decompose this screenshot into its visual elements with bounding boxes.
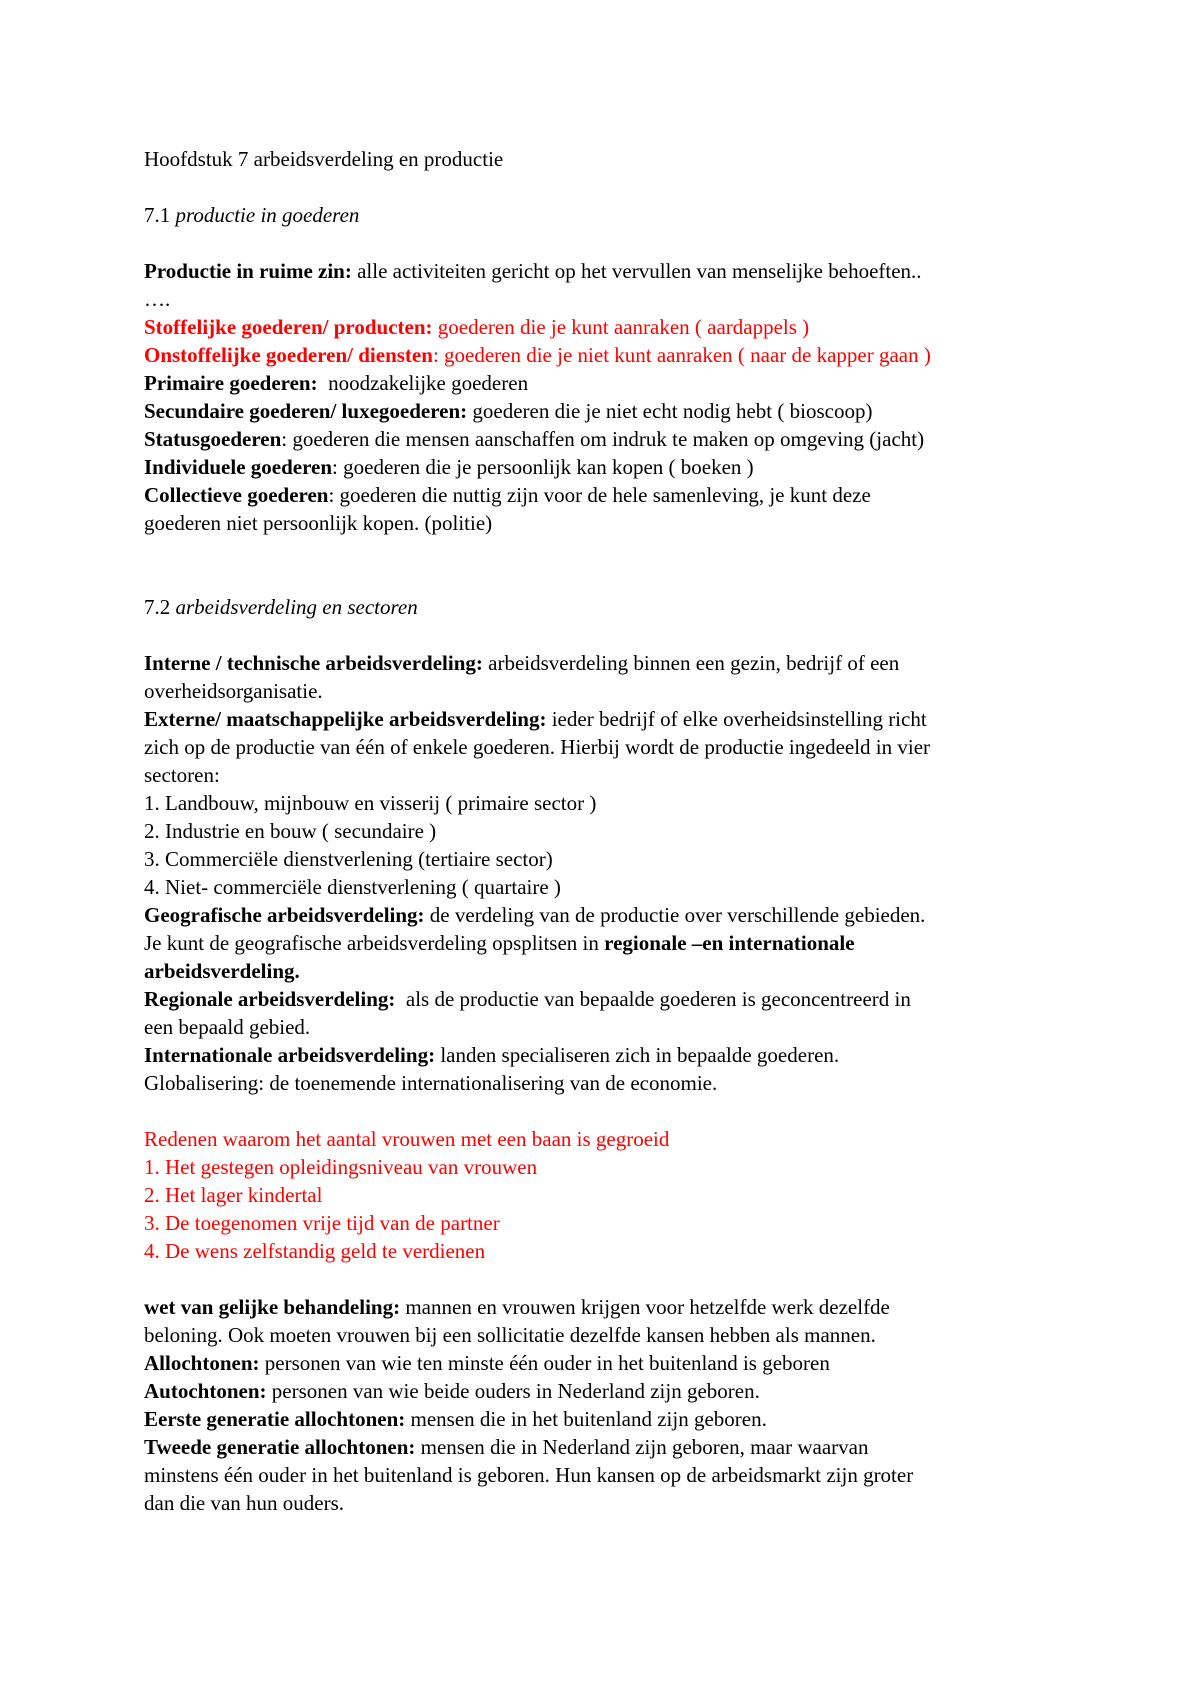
definition-extern: Externe/ maatschappelijke arbeidsverdeling: ieder bedrijf of elke overheidsinstelling richt (144, 707, 927, 731)
definition-collectief: Collectieve goederen: goederen die nuttig zijn voor de hele samenleving, je kunt deze (144, 483, 871, 507)
spacer (144, 229, 1084, 257)
definition-primair: Primaire goederen: noodzakelijke goederen (144, 371, 529, 395)
definition-autochtonen: Autochtonen: personen van wie beide ouders in Nederland zijn geboren. (144, 1379, 760, 1403)
ellipsis-line: …. (144, 287, 171, 311)
definition-extern-cont: zich op de productie van één of enkele goederen. Hierbij wordt de productie ingedeeld in vier (144, 735, 931, 759)
definition-wet: wet van gelijke behandeling: mannen en vrouwen krijgen voor hetzelfde werk dezelfde (144, 1295, 890, 1319)
document-page (144, 145, 1084, 1517)
definition-geo-cont: arbeidsverdeling. (144, 959, 300, 983)
reden-item: 3. De toegenomen vrije tijd van de partner (144, 1211, 500, 1235)
definition-wet-cont: beloning. Ook moeten vrouwen bij een sollicitatie dezelfde kansen hebben als mannen. (144, 1323, 876, 1347)
definition-eerste-generatie: Eerste generatie allochtonen: mensen die in het buitenland zijn geboren. (144, 1407, 767, 1431)
sector-item: 3. Commerciële dienstverlening (tertiaire sector) (144, 847, 553, 871)
definition-individueel: Individuele goederen: goederen die je persoonlijk kan kopen ( boeken ) (144, 455, 754, 479)
definition-regio-cont: een bepaald gebied. (144, 1015, 311, 1039)
definition-tweede-generatie-cont: minstens één ouder in het buitenland is geboren. Hun kansen op de arbeidsmarkt zijn groter (144, 1463, 914, 1487)
definition-secundair: Secundaire goederen/ luxegoederen: goederen die je niet echt nodig hebt ( bioscoop) (144, 399, 873, 423)
definition-inter: Internationale arbeidsverdeling: landen specialiseren zich in bepaalde goederen. (144, 1043, 840, 1067)
definition-globalisering: Globalisering: de toenemende internationalisering van de economie. (144, 1071, 718, 1095)
definition-geo: Geografische arbeidsverdeling: de verdeling van de productie over verschillende gebieden. (144, 903, 926, 927)
definition-intern-cont: overheidsorganisatie. (144, 679, 323, 703)
definition-onstoffelijk: Onstoffelijke goederen/ diensten: goederen die je niet kunt aanraken ( naar de kapper gaan ) (144, 343, 931, 367)
definition-stoffelijk: Stoffelijke goederen/ producten: goederen die je kunt aanraken ( aardappels ) (144, 315, 810, 339)
spacer (144, 1265, 1084, 1293)
spacer (144, 1097, 1084, 1125)
definition-regio: Regionale arbeidsverdeling: als de productie van bepaalde goederen is geconcentreerd in (144, 987, 911, 1011)
spacer (144, 537, 1084, 565)
section-2-heading: 7.2 arbeidsverdeling en sectoren (144, 595, 418, 619)
reden-item: 2. Het lager kindertal (144, 1183, 323, 1207)
redenen-heading: Redenen waarom het aantal vrouwen met een baan is gegroeid (144, 1127, 670, 1151)
definition-productie: Productie in ruime zin: alle activiteiten gericht op het vervullen van menselijke behoeften.. (144, 259, 922, 283)
definition-collectief-cont: goederen niet persoonlijk kopen. (politie) (144, 511, 493, 535)
sector-item: 1. Landbouw, mijnbouw en visserij ( primaire sector ) (144, 791, 597, 815)
spacer (144, 565, 1084, 593)
reden-item: 4. De wens zelfstandig geld te verdienen (144, 1239, 486, 1263)
definition-extern-cont: sectoren: (144, 763, 220, 787)
sector-item: 4. Niet- commerciële dienstverlening ( quartaire ) (144, 875, 561, 899)
definition-geo-cont: Je kunt de geografische arbeidsverdeling opsplitsen in regionale –en internationale (144, 931, 855, 955)
document-title: Hoofdstuk 7 arbeidsverdeling en productie (144, 147, 504, 171)
definition-allochtonen: Allochtonen: personen van wie ten minste één ouder in het buitenland is geboren (144, 1351, 830, 1375)
definition-tweede-generatie: Tweede generatie allochtonen: mensen die in Nederland zijn geboren, maar waarvan (144, 1435, 869, 1459)
spacer (144, 621, 1084, 649)
definition-tweede-generatie-cont: dan die van hun ouders. (144, 1491, 345, 1515)
reden-item: 1. Het gestegen opleidingsniveau van vrouwen (144, 1155, 538, 1179)
sector-item: 2. Industrie en bouw ( secundaire ) (144, 819, 437, 843)
spacer (144, 173, 1084, 201)
section-1-heading: 7.1 productie in goederen (144, 203, 360, 227)
definition-status: Statusgoederen: goederen die mensen aanschaffen om indruk te maken op omgeving (jacht) (144, 427, 925, 451)
definition-intern: Interne / technische arbeidsverdeling: arbeidsverdeling binnen een gezin, bedrijf of een (144, 651, 900, 675)
